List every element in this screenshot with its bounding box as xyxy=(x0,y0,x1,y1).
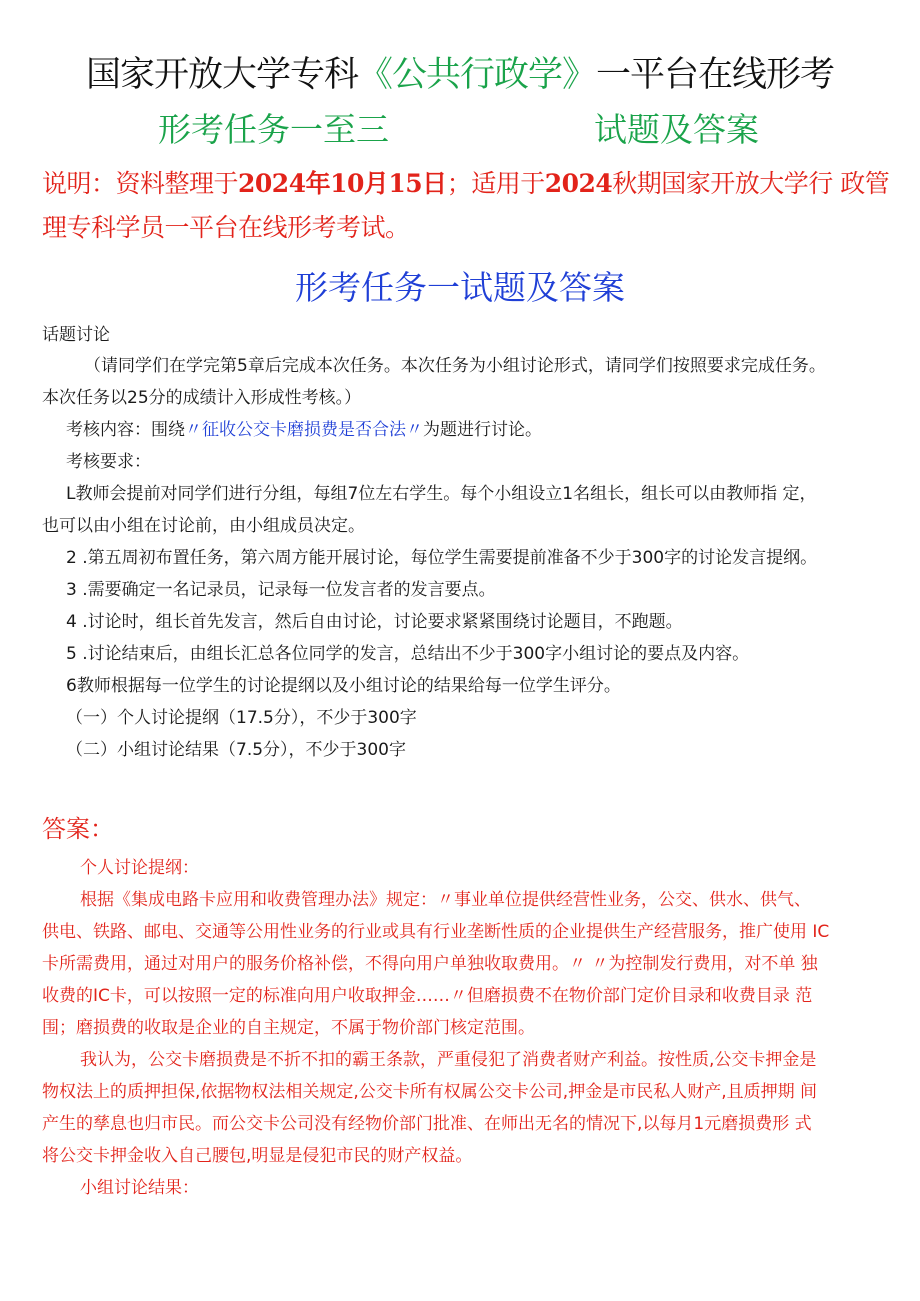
answer-para-2-line-2: 物权法上的质押担保,依据物权法相关规定,公交卡所有权属公交卡公司,押金是市民私人财产,且质押期 间 xyxy=(42,1082,818,1102)
answer-para-2-line-1: 我认为，公交卡磨损费是不折不扣的霸王条款，严重侵犯了消费者财产利益。按性质,公交卡押金是 xyxy=(80,1050,817,1070)
title-part-course: 《公共行政学》 xyxy=(357,55,596,95)
score-item-2: （二）小组讨论结果（7.5分），不少于300字 xyxy=(66,740,406,760)
section-title: 形考任务一试题及答案 xyxy=(295,268,625,307)
note-date: 2024年10月15日 xyxy=(238,169,447,198)
answer-para-2-line-3: 产生的孳息也归市民。而公交卡公司没有经物价部门批准、在师出无名的情况下,以每月1元磨损费形 式 xyxy=(42,1114,812,1134)
note-text: 秋期国家开放大学行 政管 xyxy=(612,169,890,198)
document-title xyxy=(0,52,920,98)
title-part-school: 国家开放大学专科 xyxy=(85,55,358,95)
subtitle-tasks: 形考任务一至三 xyxy=(158,110,389,149)
requirement-6: 6教师根据每一位学生的讨论提纲以及小组讨论的结果给每一位学生评分。 xyxy=(66,676,621,696)
requirement-3: 3 .需要确定一名记录员，记录每一位发言者的发言要点。 xyxy=(66,580,496,600)
requirement-1-line-1: L教师会提前对同学们进行分组，每组7位左右学生。每个小组设立1名组长，组长可以由教师指 定， xyxy=(66,484,817,504)
note-line-2: 理专科学员一平台在线形考考试。 xyxy=(42,213,410,242)
content-tail: 为题进行讨论。 xyxy=(423,420,542,440)
answer-heading: 答案： xyxy=(42,815,114,843)
group-result-label: 小组讨论结果： xyxy=(80,1178,199,1198)
subtitle-answers: 试题及答案 xyxy=(594,110,759,149)
requirement-2: 2 .第五周初布置任务，第六周方能开展讨论，每位学生需要提前准备不少于300字的讨论发言提纲。 xyxy=(66,548,818,568)
task-intro-line-2: 本次任务以25分的成绩计入形成性考核。） xyxy=(42,388,362,408)
outline-label: 个人讨论提纲： xyxy=(80,858,199,878)
note-term-year: 2024 xyxy=(544,169,613,198)
title-part-platform: 一平台在线形考 xyxy=(596,55,835,95)
requirements-label: 考核要求： xyxy=(66,452,151,472)
answer-para-1-line-1: 根据《集成电路卡应用和收费管理办法》规定：〃事业单位提供经营性业务，公交、供水、供气、 xyxy=(80,890,811,910)
note-text: ；适用于 xyxy=(446,169,545,198)
requirement-5: 5 .讨论结束后，由组长汇总各位同学的发言，总结出不少于300字小组讨论的要点及内容。 xyxy=(66,644,750,664)
answer-para-1-line-3: 卡所需费用，通过对用户的服务价格补偿，不得向用户单独收取费用。〃 〃为控制发行费用，对不单 独 xyxy=(42,954,818,974)
answer-para-1-line-2: 供电、铁路、邮电、交通等公用性业务的行业或具有行业垄断性质的企业提供生产经营服务，推广使用 IC xyxy=(42,922,830,942)
content-label: 考核内容：围绕 xyxy=(66,420,185,440)
content-topic: 〃征收公交卡磨损费是否合法〃 xyxy=(185,420,423,440)
score-item-1: （一）个人讨论提纲（17.5分），不少于300字 xyxy=(66,708,417,728)
answer-para-1-line-4: 收费的IC卡，可以按照一定的标准向用户收取押金……〃但磨损费不在物价部门定价目录和收费目录 范 xyxy=(42,986,813,1006)
answer-para-2-line-4: 将公交卡押金收入自己腰包,明显是侵犯市民的财产权益。 xyxy=(42,1146,473,1166)
task-intro-line-1: （请同学们在学完第5章后完成本次任务。本次任务为小组讨论形式，请同学们按照要求完成任务。 xyxy=(84,356,826,376)
note-label: 说明：资料整理于 xyxy=(42,169,239,198)
task-heading: 话题讨论 xyxy=(42,325,110,345)
requirement-1-line-2: 也可以由小组在讨论前，由小组成员决定。 xyxy=(42,516,365,536)
assessment-content xyxy=(66,417,542,443)
requirement-4: 4 .讨论时，组长首先发言，然后自由讨论，讨论要求紧紧围绕讨论题目，不跑题。 xyxy=(66,612,683,632)
answer-para-1-line-5: 围；磨损费的收取是企业的自主规定，不属于物价部门核定范围。 xyxy=(42,1018,535,1038)
note-line-1 xyxy=(42,164,890,204)
